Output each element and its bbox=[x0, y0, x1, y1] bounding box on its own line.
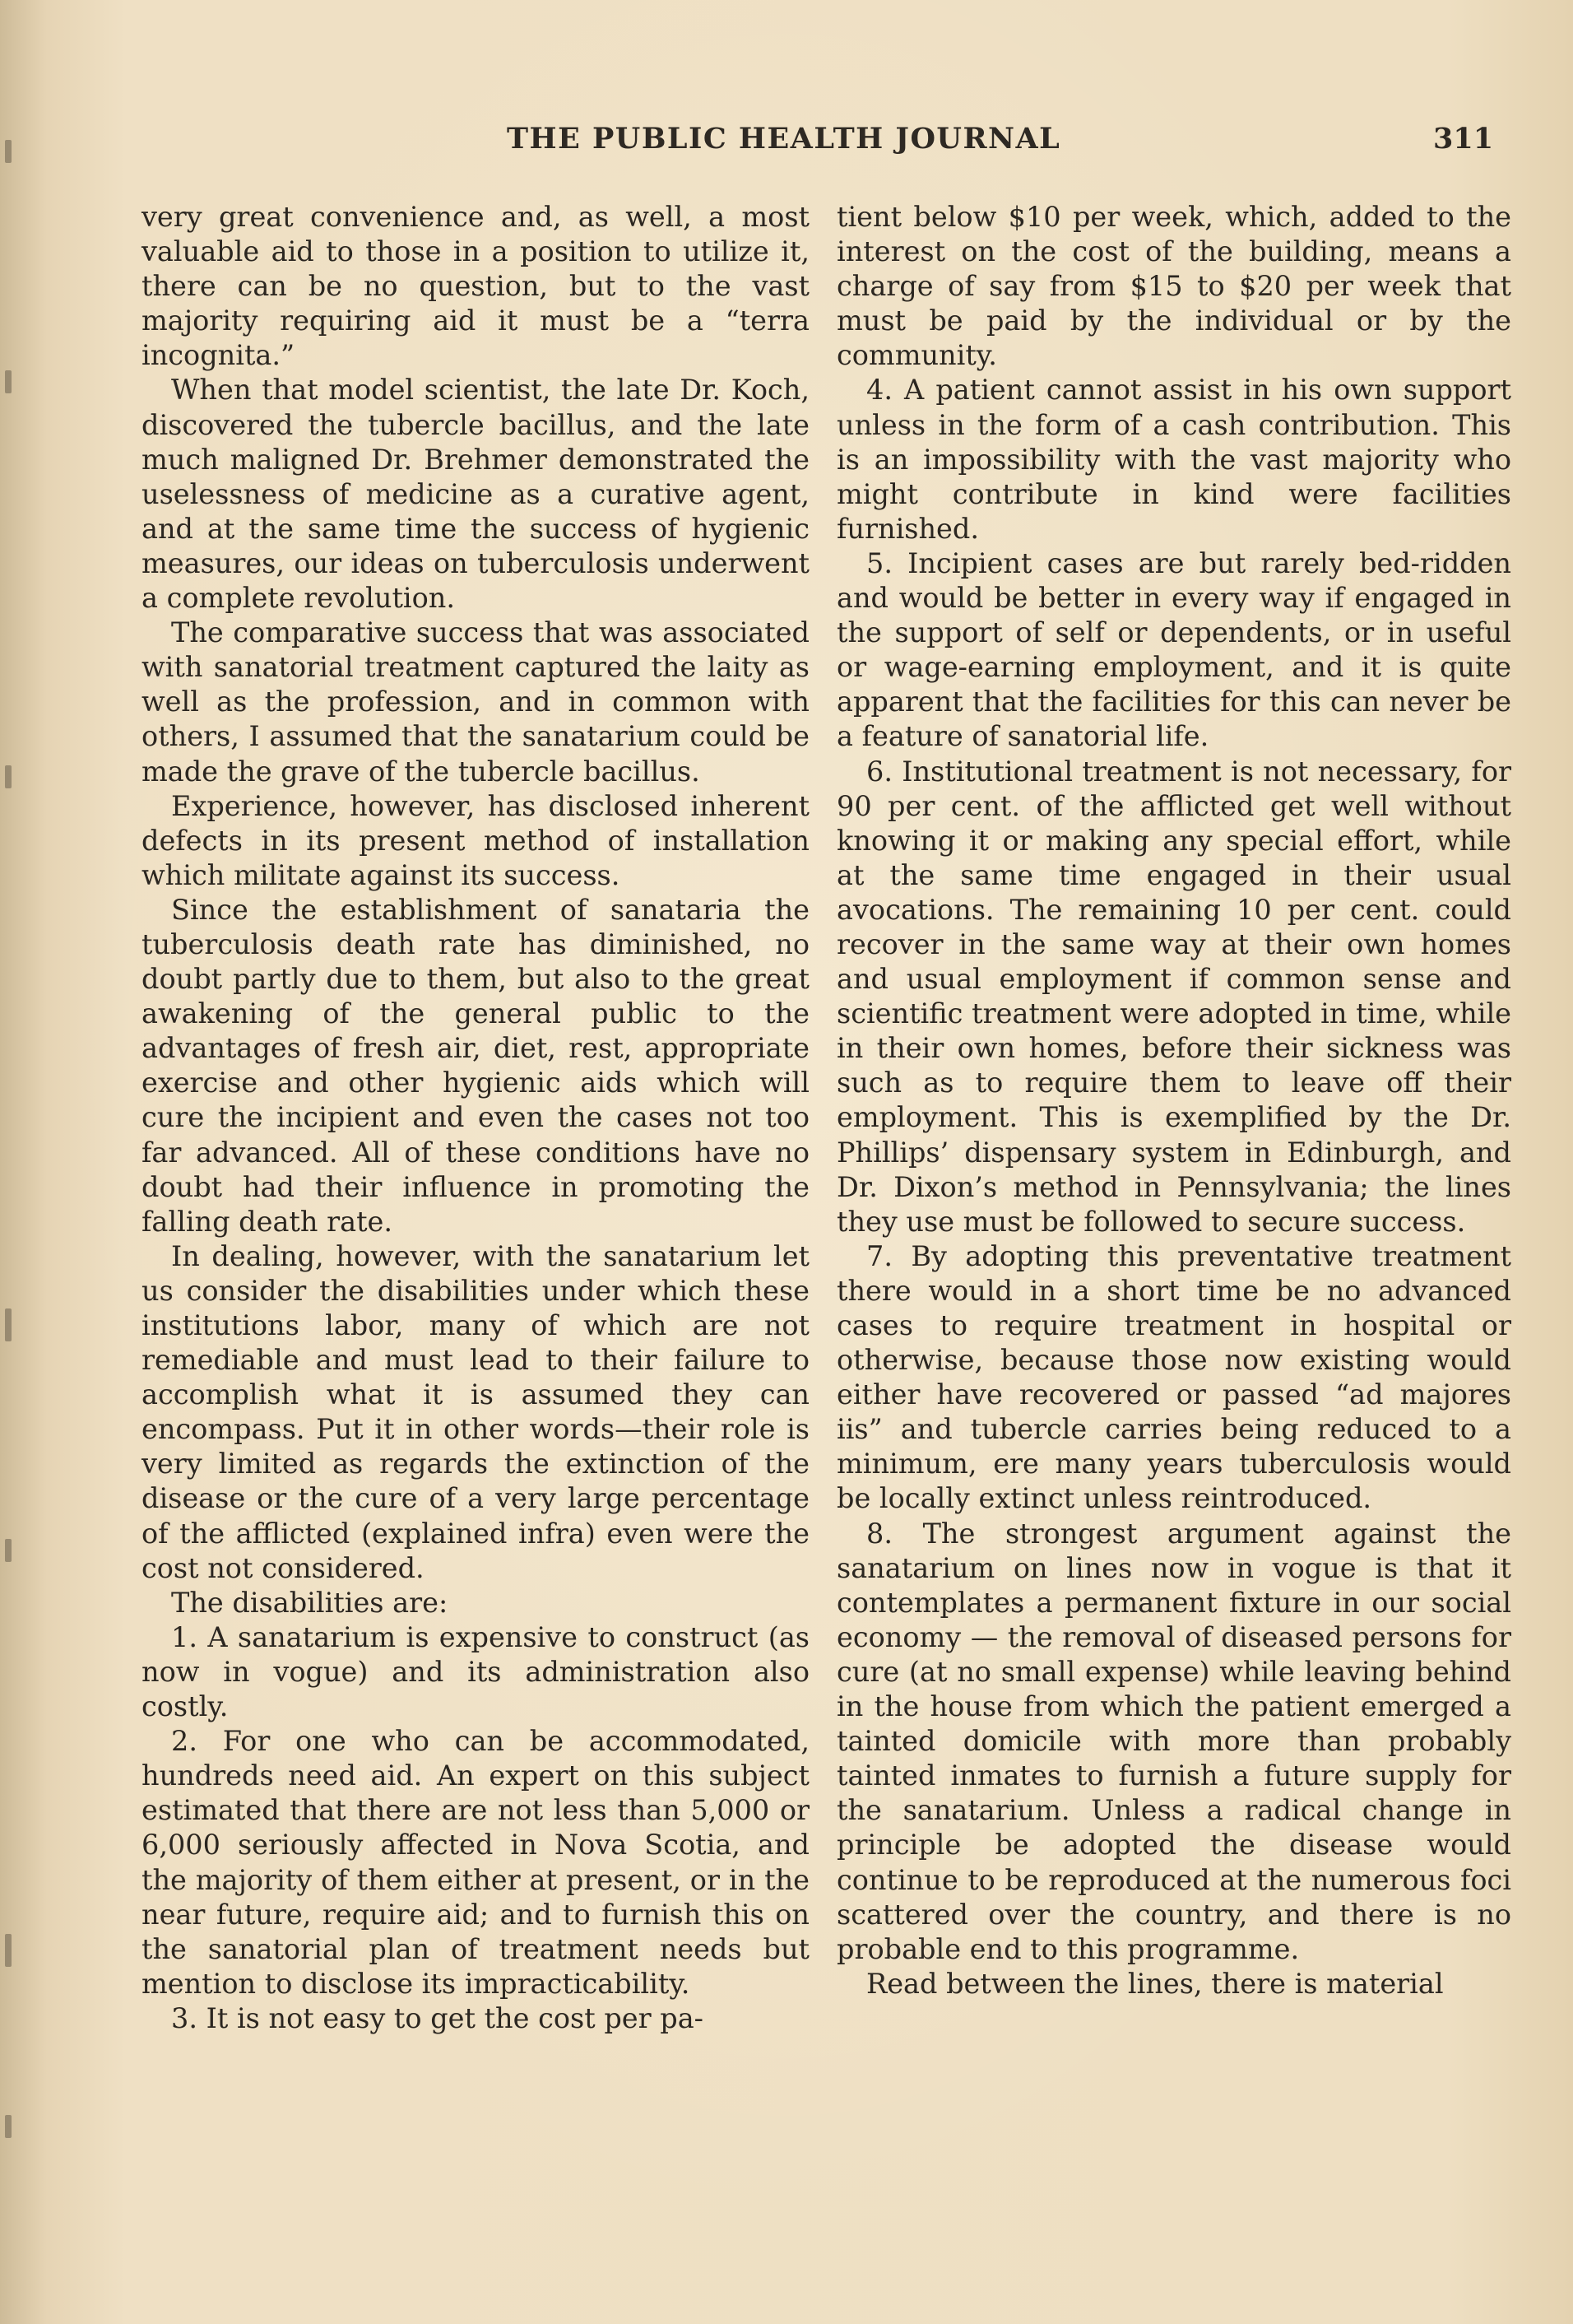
paragraph: Since the establishment of sanataria the tuberculosis death rate has diminished, no doubt partly due to them, but also to the great awakening of the general public to the advantages of fresh air, diet, rest, appropriate exercise and other hygienic aids which will cure the incipient and even the cases not too far advanced. All of these conditions have no doubt had their influence in promoting the falling death rate. bbox=[142, 893, 810, 1238]
paragraph: 1. A sanatarium is expensive to construct (as now in vogue) and its administration also costly. bbox=[142, 1620, 810, 1723]
running-header bbox=[507, 122, 1494, 163]
paragraph: The comparative success that was associated with sanatorial treatment captured the laity as well as the profession, and in common with others, I assumed that the sanatarium could be made the grave of the tubercle bacillus. bbox=[142, 616, 810, 788]
paragraph: 6. Institutional treatment is not necessary, for 90 per cent. of the afflicted get well without knowing it or making any special effort, while at the same time engaged in their usual avocations. The remaining 10 per cent. could recover in the same way at their own homes and usual employment if common sense and scientific treatment were adopted in time, while in their own homes, before their sickness was such as to require them to leave off their employment. This is exemplified by the Dr. Phillips’ dispensary system in Edinburgh, and Dr. Dixon’s method in Pennsylvania; the lines they use must be followed to secure success. bbox=[837, 755, 1511, 1238]
binding-edge-marks bbox=[5, 123, 16, 2181]
paragraph: 2. For one who can be accommodated, hundreds need aid. An expert on this subject estimated that there are not less than 5,000 or 6,000 seriously affected in Nova Scotia, and the majority of them either at present, or in the near future, require aid; and to furnish this on the sanatorial plan of treatment needs but mention to disclose its impracticability. bbox=[142, 1725, 810, 2000]
paragraph: The disabilities are: bbox=[171, 1586, 448, 1619]
paragraph: 7. By adopting this preventative treatment there would in a short time be no advanced cases to require treatment in hospital or otherwise, because those now existing would either have recovered or passed “ad majores iis” and tubercle carries being reduced to a minimum, ere many years tuberculosis would be locally extinct unless reintroduced. bbox=[837, 1239, 1511, 1515]
paragraph: In dealing, however, with the sanatarium let us consider the disabilities under which these institutions labor, many of which are not remediable and must lead to their failure to accomplish what it is assumed they can encompass. Put it in other words—their role is very limited as regards the extinction of the disease or the cure of a very large percentage of the afflicted (explained infra) even were the cost not considered. bbox=[142, 1239, 810, 1584]
page-number: 311 bbox=[1433, 122, 1494, 156]
paragraph: When that model scientist, the late Dr. Koch, discovered the tubercle bacillus, and the late much maligned Dr. Brehmer demonstrated the uselessness of medicine as a curative agent, and at the same time the success of hygienic measures, our ideas on tuberculosis underwent a complete revolution. bbox=[142, 374, 810, 615]
paragraph: 4. A patient cannot assist in his own support unless in the form of a cash contribution. This is an impossibility with the vast majority who might contribute in kind were facilities furnished. bbox=[837, 374, 1511, 545]
left-column bbox=[142, 200, 810, 2036]
paragraph: tient below $10 per week, which, added to the interest on the cost of the building, means a charge of say from $15 to $20 per week that must be paid by the individual or by the community. bbox=[837, 201, 1511, 372]
paragraph: Experience, however, has disclosed inherent defects in its present method of installation which militate against its success. bbox=[142, 789, 810, 891]
paragraph: Read between the lines, there is material bbox=[866, 1967, 1444, 2000]
paragraph: 8. The strongest argument against the sanatarium on lines now in vogue is that it contemplates a permanent fixture in our social economy — the removal of diseased persons for cure (at no small expense) while leaving behind in the house from which the patient emerged a tainted domicile with more than probably tainted inmates to furnish a future supply for the sanatarium. Unless a radical change in principle be adopted the disease would continue to be reproduced at the numerous foci scattered over the country, and there is no probable end to this programme. bbox=[837, 1517, 1511, 1965]
journal-title: THE PUBLIC HEALTH JOURNAL bbox=[507, 122, 1061, 156]
right-column bbox=[837, 200, 1511, 2001]
paragraph: 5. Incipient cases are but rarely bed-ridden and would be better in every way if engaged in the support of self or dependents, or in useful or wage-earning employment, and it is quite apparent that the facilities for this can never be a feature of sanatorial life. bbox=[837, 546, 1511, 753]
paragraph: 3. It is not easy to get the cost per pa- bbox=[171, 2001, 704, 2034]
paragraph: very great convenience and, as well, a most valuable aid to those in a position to utilize it, there can be no question, but to the vast majority requiring aid it must be a “terra incognita.” bbox=[142, 201, 810, 372]
